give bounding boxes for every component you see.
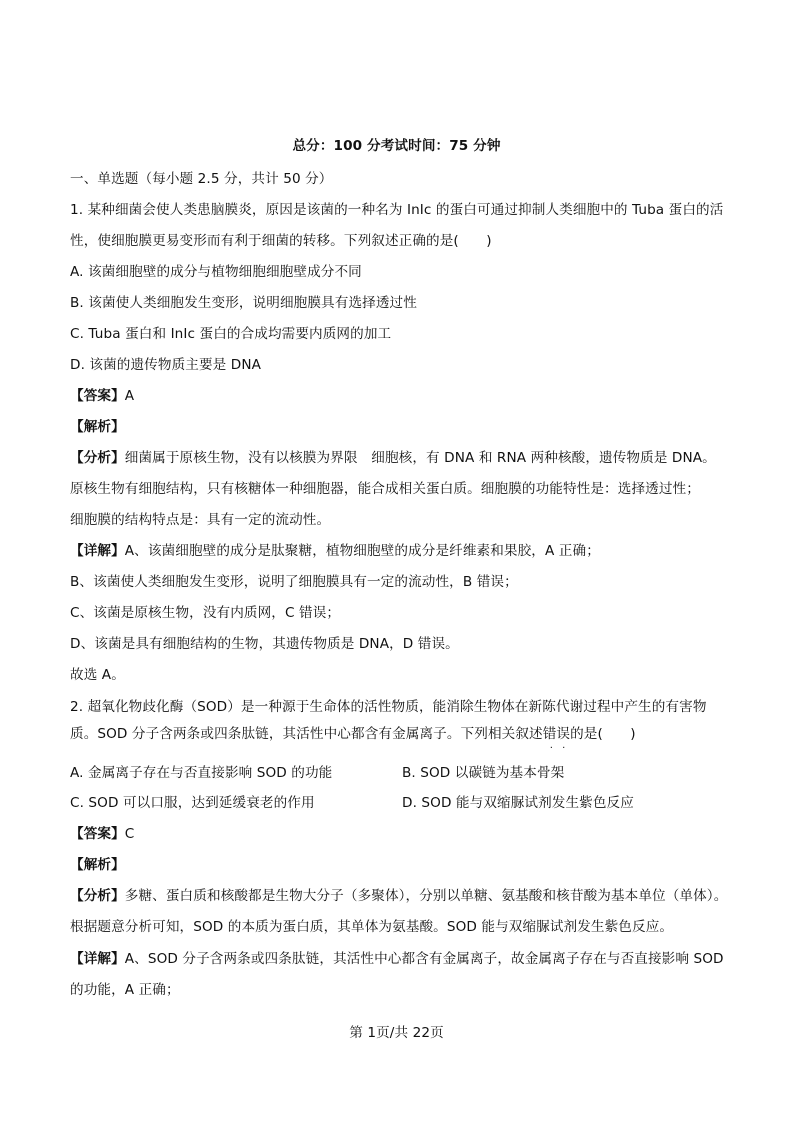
q2-option-d: D. SOD 能与双缩脲试剂发生紫色反应 — [402, 795, 634, 811]
q1-option-c: C. Tuba 蛋白和 InIc 蛋白的合成均需要内质网的加工 — [70, 326, 392, 342]
exam-header: 总分：100 分考试时间：75 分钟 — [292, 138, 501, 154]
q2-stem-line-1: 2. 超氧化物歧化酶（SOD）是一种源于生命体的活性物质，能消除生物体在新陈代谢过程中产生的有害物 — [70, 699, 707, 715]
answer-tag: 【答案】 — [70, 826, 125, 842]
fenxi-tag: 【分析】 — [70, 450, 125, 466]
answer-value: C — [124, 826, 135, 842]
q1-xiangjie-line-4: D、该菌是具有细胞结构的生物，其遗传物质是 DNA，D 错误。 — [70, 636, 459, 652]
q2-option-b: B. SOD 以碳链为基本骨架 — [402, 765, 565, 781]
q1-fenxi-line-2: 原核生物有细胞结构，只有核糖体一种细胞器，能合成相关蛋白质。细胞膜的功能特性是：选择透过性； — [70, 481, 700, 497]
q2-analysis-tag: 【解析】 — [70, 857, 125, 873]
answer-value: A — [124, 388, 135, 404]
q1-option-a: A. 该菌细胞壁的成分与植物细胞细胞壁成分不同 — [70, 264, 362, 280]
q2-options-row-2 — [70, 794, 723, 812]
q1-answer — [70, 387, 134, 405]
q1-stem-line-1: 1. 某种细菌会使人类患脑膜炎，原因是该菌的一种名为 InIc 的蛋白可通过抑制人类细胞中的 Tuba 蛋白的活 — [70, 202, 724, 218]
xiangjie-tag: 【详解】 — [70, 543, 125, 559]
page-footer: 第 1页/共 22页 — [349, 1025, 444, 1041]
q2-option-a: A. 金属离子存在与否直接影响 SOD 的功能 — [70, 765, 333, 781]
section-title: 一、单选题（每小题 2.5 分，共计 50 分） — [70, 171, 333, 187]
q2-fenxi-line-1: 【分析】多糖、蛋白质和核酸都是生物大分子（多聚体），分别以单糖、氨基酸和核苷酸为基本单位（单体）。 — [70, 888, 728, 904]
answer-tag: 【答案】 — [70, 388, 125, 404]
xiangjie-tag: 【详解】 — [70, 951, 125, 967]
q1-option-b: B. 该菌使人类细胞发生变形，说明细胞膜具有选择透过性 — [70, 295, 417, 311]
fenxi-tag: 【分析】 — [70, 888, 125, 904]
emphasis-wrong: 错误 · · — [543, 726, 570, 742]
q2-xiangjie-line-1: 【详解】A、SOD 分子含两条或四条肽链，其活性中心都含有金属离子，故金属离子存在与否直接影响 SOD — [70, 951, 724, 967]
q2-option-c: C. SOD 可以口服，达到延缓衰老的作用 — [70, 795, 315, 811]
q1-analysis-tag: 【解析】 — [70, 419, 125, 435]
q1-xiangjie-line-1: 【详解】A、该菌细胞壁的成分是肽聚糖，植物细胞壁的成分是纤维素和果胶，A 正确； — [70, 543, 600, 559]
q2-answer — [70, 825, 134, 843]
q1-fenxi-line-3: 细胞膜的结构特点是：具有一定的流动性。 — [70, 512, 331, 528]
q2-options-row-1 — [70, 764, 723, 782]
q1-stem-line-2: 性，使细胞膜更易变形而有利于细菌的转移。下列叙述正确的是( ) — [70, 233, 492, 249]
q1-conclusion: 故选 A。 — [70, 667, 125, 683]
q1-xiangjie-line-3: C、该菌是原核生物，没有内质网，C 错误； — [70, 605, 341, 621]
q2-stem-line-2: 质。SOD 分子含两条或四条肽链，其活性中心都含有金属离子。下列相关叙述错误 · ·的是( ) — [70, 725, 636, 743]
q1-xiangjie-line-2: B、该菌使人类细胞发生变形，说明了细胞膜具有一定的流动性，B 错误； — [70, 574, 518, 590]
q1-fenxi-line-1: 【分析】细菌属于原核生物，没有以核膜为界限 细胞核，有 DNA 和 RNA 两种核酸，遗传物质是 DNA。 — [70, 450, 716, 466]
q2-fenxi-line-2: 根据题意分析可知，SOD 的本质为蛋白质，其单体为氨基酸。SOD 能与双缩脲试剂发生紫色反应。 — [70, 919, 674, 935]
q2-xiangjie-line-2: 的功能，A 正确； — [70, 982, 180, 998]
q1-option-d: D. 该菌的遗传物质主要是 DNA — [70, 357, 262, 373]
